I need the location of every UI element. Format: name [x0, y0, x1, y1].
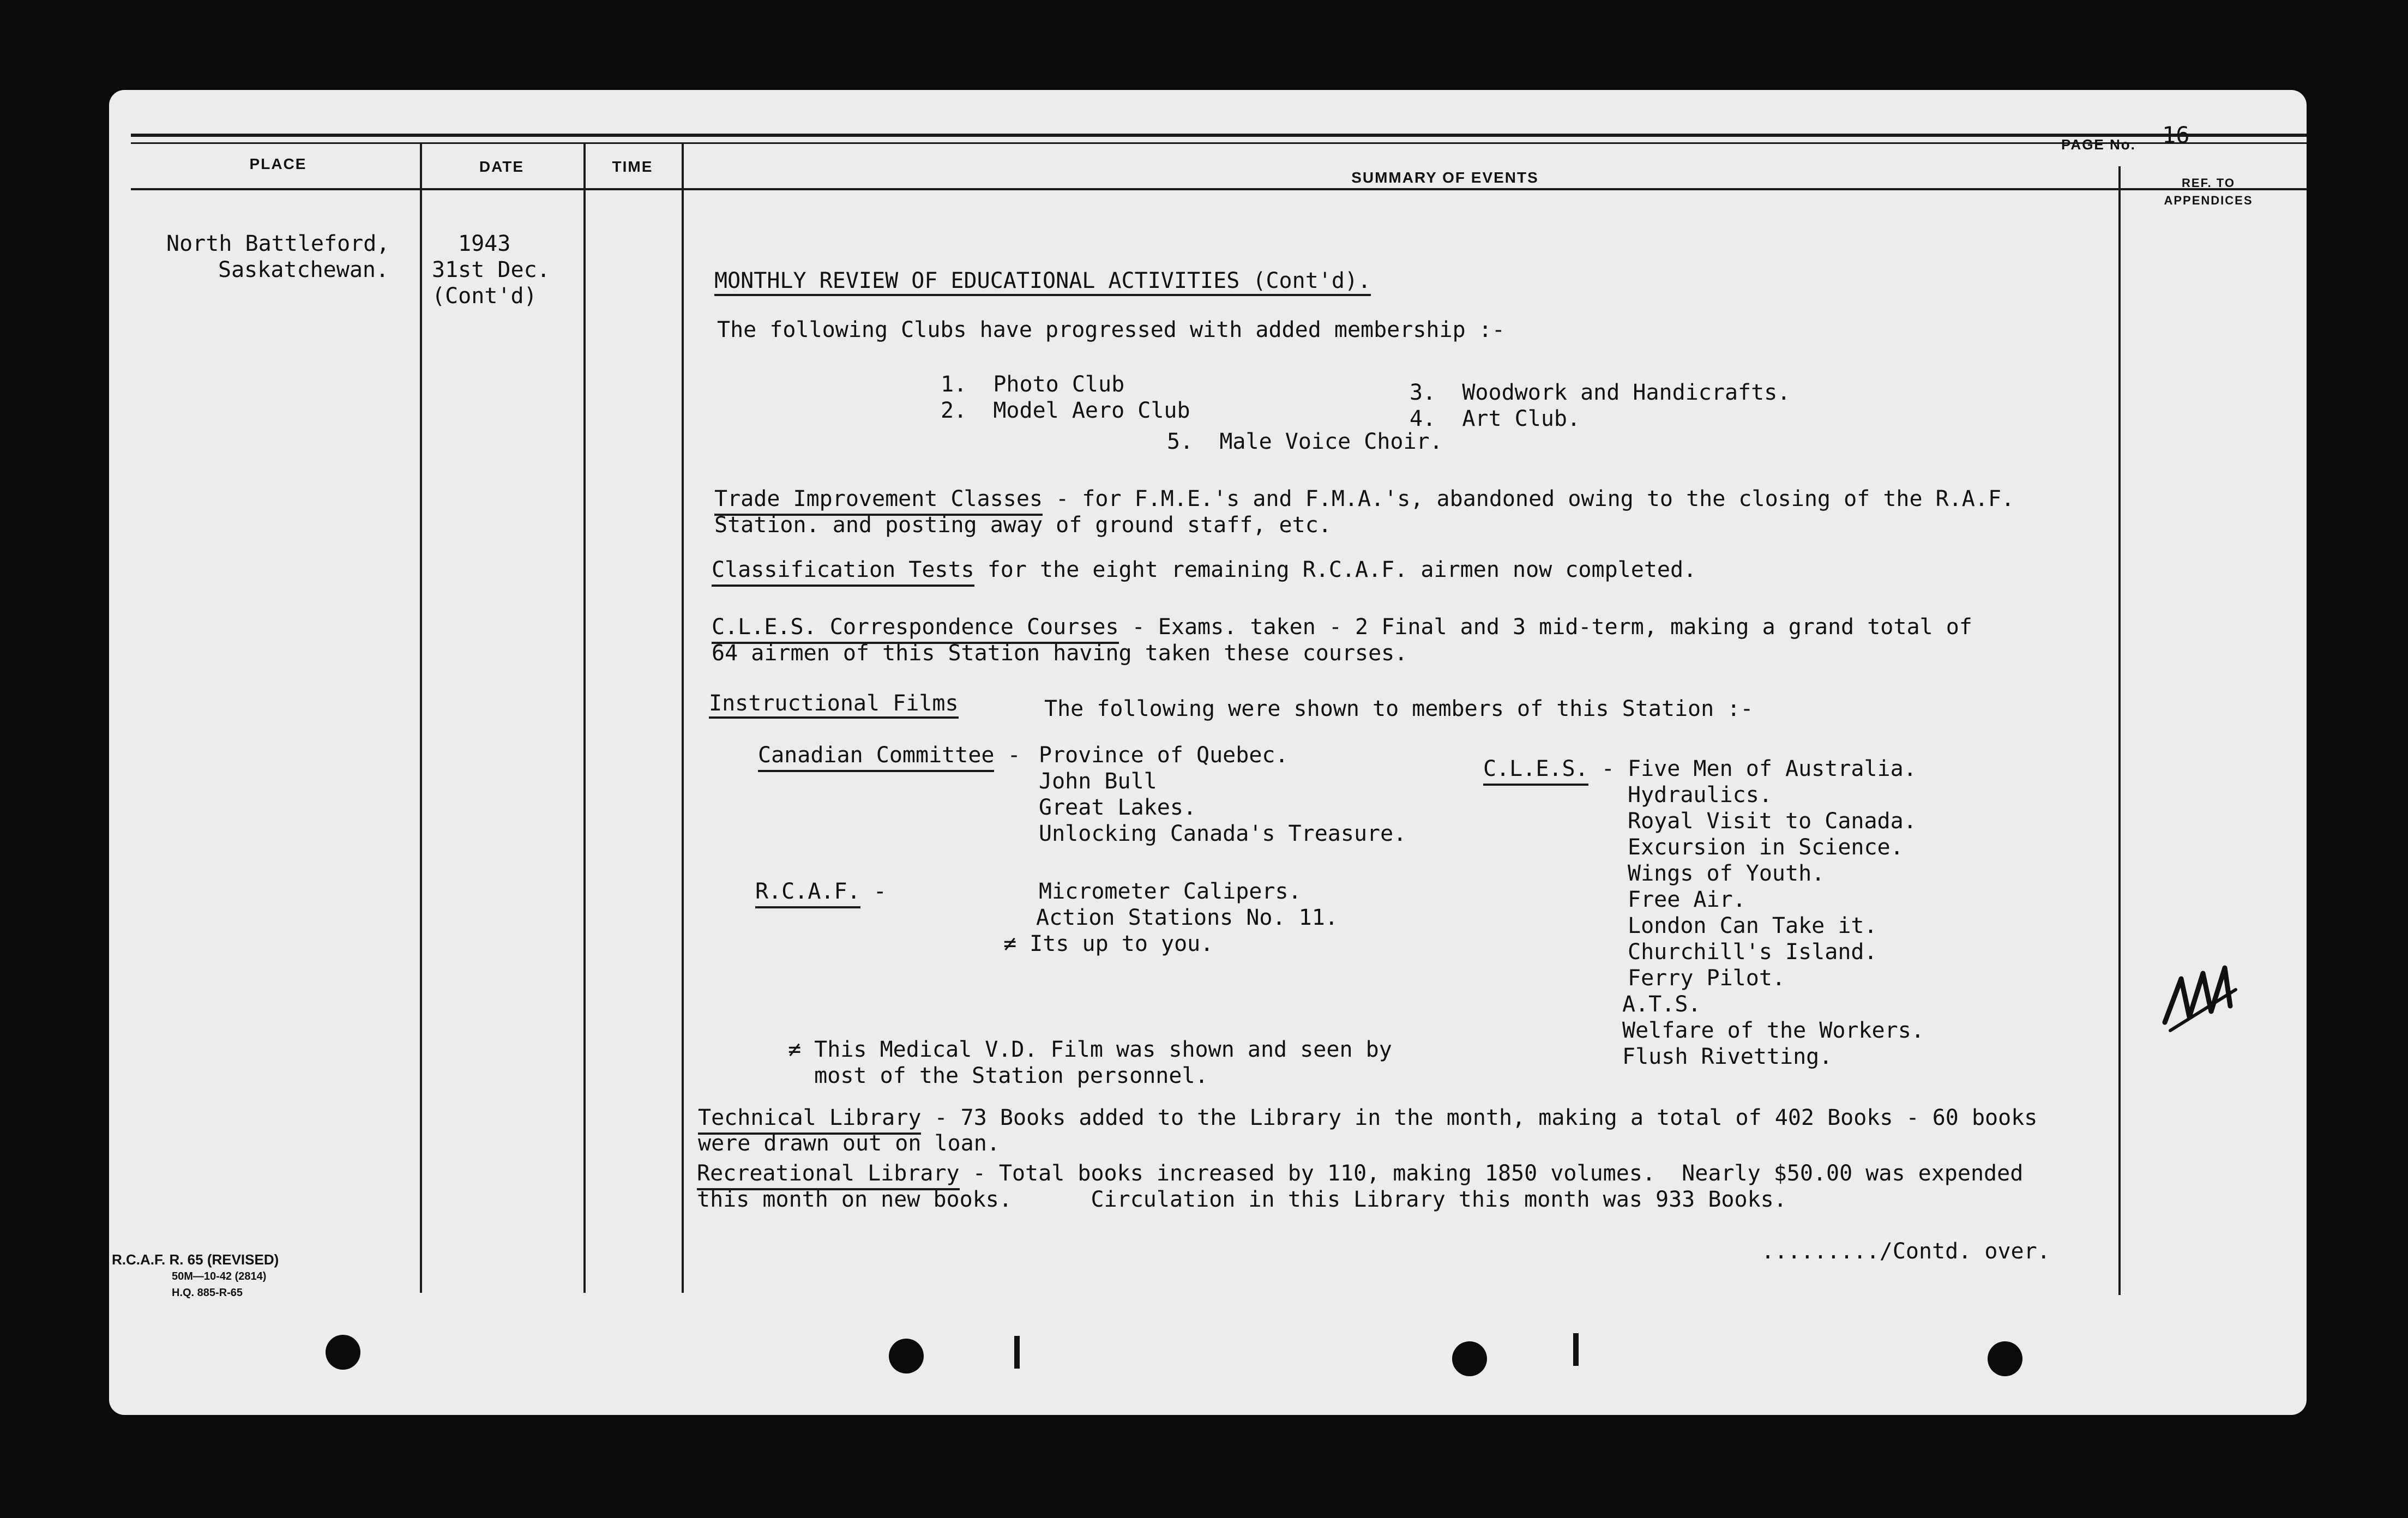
binder-hole	[889, 1339, 924, 1374]
rcaf-dash: -	[860, 879, 887, 904]
rec-line-2: this month on new books. Circulation in this Library this month was 933 Books.	[697, 1187, 1787, 1212]
rcaf-film: ≠ Its up to you.	[1003, 931, 1214, 956]
cles-film: London Can Take it.	[1628, 913, 1877, 938]
trade-heading: Trade Improvement Classes	[714, 486, 1043, 516]
cles-film: Royal Visit to Canada.	[1628, 809, 1917, 834]
cles-film: Flush Rivetting.	[1622, 1044, 1833, 1069]
contd-over: ........./Contd. over.	[1761, 1239, 2050, 1264]
cles-film: A.T.S.	[1622, 992, 1701, 1017]
header-bottom-rule	[131, 188, 2307, 190]
class-line	[712, 559, 1696, 581]
summary-title: MONTHLY REVIEW OF EDUCATIONAL ACTIVITIES (Cont'd).	[714, 270, 1371, 296]
cles-film: Welfare of the Workers.	[1622, 1018, 1924, 1043]
clubs-intro: The following Clubs have progressed with added membership :-	[717, 317, 1505, 342]
club-item: 3. Woodwork and Handicrafts.	[1410, 380, 1791, 405]
films-heading: Instructional Films	[709, 692, 959, 719]
cles-film: Five Men of Australia.	[1628, 756, 1917, 781]
header-date: DATE	[479, 158, 525, 175]
note-line-2: most of the Station personnel.	[788, 1063, 1208, 1088]
tech-line-1	[698, 1107, 2037, 1129]
top-rule	[131, 134, 2307, 137]
top-rule-2	[131, 142, 2307, 144]
club-item: 1. Photo Club	[941, 372, 1125, 397]
date-day: 31st Dec.	[432, 257, 550, 282]
form-code-3: H.Q. 885-R-65	[172, 1287, 243, 1299]
canadian-line	[758, 744, 1034, 766]
divider-date-time	[583, 142, 586, 1293]
cles-films-dash: -	[1588, 756, 1628, 781]
canadian-film: John Bull	[1039, 769, 1157, 794]
date-year: 1943	[458, 231, 511, 256]
page-number: 16	[2162, 122, 2190, 148]
rec-line-1	[697, 1162, 2023, 1184]
initials-signature	[2159, 957, 2247, 1039]
cles-heading: C.L.E.S. Correspondence Courses	[712, 615, 1119, 644]
place-line-2: Saskatchewan.	[218, 257, 389, 282]
trade-line-2: Station. and posting away of ground staff, etc.	[714, 513, 1332, 538]
rec-text: - Total books increased by 110, making 1850 volumes. Nearly $50.00 was expended	[959, 1161, 2024, 1186]
cles-films-line	[1483, 758, 1628, 780]
cles-text: - Exams. taken - 2 Final and 3 mid-term, making a grand total of	[1118, 615, 1972, 640]
rcaf-line	[755, 881, 887, 902]
class-heading: Classification Tests	[712, 557, 974, 587]
date-contd: (Cont'd)	[432, 284, 537, 309]
rcaf-film: Micrometer Calipers.	[1039, 879, 1302, 904]
rcaf-film: Action Stations No. 11.	[1036, 905, 1338, 930]
cles-film: Excursion in Science.	[1628, 835, 1904, 860]
header-place: PLACE	[249, 155, 307, 172]
canadian-dash: -	[994, 743, 1034, 768]
binder-hole	[1452, 1341, 1487, 1376]
diary-sheet	[109, 90, 2307, 1415]
cles-films-heading: C.L.E.S.	[1483, 756, 1588, 786]
header-summary: SUMMARY OF EVENTS	[1351, 169, 1539, 186]
club-item: 4. Art Club.	[1410, 406, 1581, 431]
form-code-1: R.C.A.F. R. 65 (REVISED)	[112, 1251, 279, 1268]
form-code-2: 50M—10-42 (2814)	[172, 1270, 267, 1282]
cles-film: Wings of Youth.	[1628, 861, 1825, 886]
cles-line-1	[712, 616, 1972, 638]
rec-heading: Recreational Library	[697, 1161, 960, 1190]
films-intro: The following were shown to members of this Station :-	[1044, 696, 1754, 721]
tech-line-2: were drawn out on loan.	[698, 1131, 1000, 1156]
page-label: PAGE No.	[2061, 136, 2136, 153]
tech-heading: Technical Library	[698, 1105, 921, 1135]
club-item: 5. Male Voice Choir.	[1167, 429, 1443, 454]
canadian-film: Province of Quebec.	[1039, 743, 1289, 768]
binder-mark	[1014, 1336, 1020, 1369]
cles-film: Hydraulics.	[1628, 782, 1772, 808]
header-time: TIME	[612, 158, 653, 175]
cles-film: Churchill's Island.	[1628, 939, 1877, 965]
class-text: for the eight remaining R.C.A.F. airmen now completed.	[974, 557, 1697, 582]
divider-summary-ref	[2118, 166, 2121, 1295]
trade-text: - for F.M.E.'s and F.M.A.'s, abandoned owing to the closing of the R.A.F.	[1043, 486, 2015, 511]
trade-line-1	[714, 488, 2014, 510]
binder-hole	[1988, 1341, 2022, 1376]
canadian-film: Unlocking Canada's Treasure.	[1039, 821, 1407, 846]
divider-time-summary	[682, 142, 684, 1293]
cles-film: Free Air.	[1628, 887, 1746, 912]
cles-line-2: 64 airmen of this Station having taken these courses.	[712, 641, 1408, 666]
header-ref-2: APPENDICES	[2164, 194, 2253, 207]
divider-place-date	[420, 142, 422, 1293]
rcaf-heading: R.C.A.F.	[755, 879, 860, 908]
place-line-1: North Battleford,	[166, 231, 390, 256]
cles-film: Ferry Pilot.	[1628, 966, 1785, 991]
binder-mark	[1573, 1333, 1579, 1366]
canadian-film: Great Lakes.	[1039, 795, 1196, 820]
club-item: 2. Model Aero Club	[941, 398, 1190, 423]
tech-text: - 73 Books added to the Library in the month, making a total of 402 Books - 60 books	[921, 1105, 2038, 1130]
note-line-1: ≠ This Medical V.D. Film was shown and seen by	[788, 1037, 1392, 1062]
binder-hole	[326, 1335, 360, 1370]
header-ref-1: REF. TO	[2182, 176, 2235, 190]
canadian-heading: Canadian Committee	[758, 743, 994, 772]
